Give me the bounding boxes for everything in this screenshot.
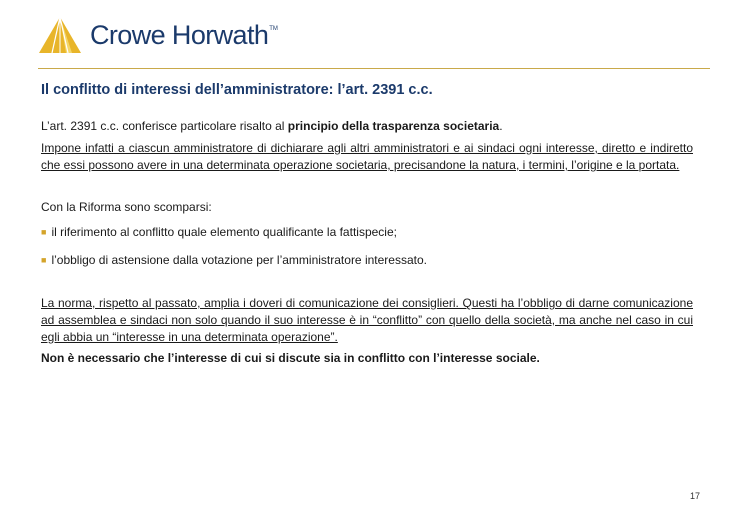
bullet-icon: ■: [41, 255, 47, 265]
bullet-text: il riferimento al conflitto quale elemento qualificante la fattispecie;: [51, 225, 397, 239]
trademark-mark: TM: [269, 26, 278, 32]
bullet-item: [41, 224, 693, 242]
gold-triangle-icon: [38, 16, 82, 54]
bullet-icon: ■: [41, 227, 47, 237]
paragraph-obligation: Impone infatti a ciascun amministratore di dichiarare agli altri amministratori e ai sindaci ogni interesse, diretto e indiretto che essi possono avere in una determinata operazione societaria, precisandone la natura, i termini, l’origine e la portata.: [41, 141, 693, 172]
paragraph-reform: Con la Riforma sono scomparsi:: [41, 200, 212, 214]
intro-end: .: [499, 119, 503, 133]
paragraph-intro: [41, 118, 693, 135]
intro-text: L’art. 2391 c.c. conferisce particolare risalto al: [41, 119, 288, 133]
company-logo: [38, 14, 278, 56]
brand-name: Crowe Horwath: [90, 19, 269, 50]
intro-emphasis: principio della trasparenza societaria: [287, 119, 500, 133]
paragraph-norm: La norma, rispetto al passato, amplia i doveri di comunicazione dei consiglieri. Questi ha l’obbligo di darne comunicazione ad assemblea e sindaci non solo quando il suo interesse è in “conflitto” con quello della società, ma anche nel caso in cui egli abbia un “interesse in una determinata operazione”.: [41, 296, 693, 344]
bullet-item: [41, 252, 693, 270]
bullet-text: l’obbligo di astensione dalla votazione per l’amministratore interessato.: [51, 253, 427, 267]
header-divider: [38, 68, 710, 69]
page-number: 17: [690, 491, 701, 501]
slide-body: [41, 118, 693, 367]
slide-title: Il conflitto di interessi dell’amministratore: l’art. 2391 c.c.: [41, 82, 433, 98]
paragraph-conclusion: Non è necessario che l’interesse di cui si discute sia in conflitto con l’interesse sociale.: [41, 351, 540, 365]
